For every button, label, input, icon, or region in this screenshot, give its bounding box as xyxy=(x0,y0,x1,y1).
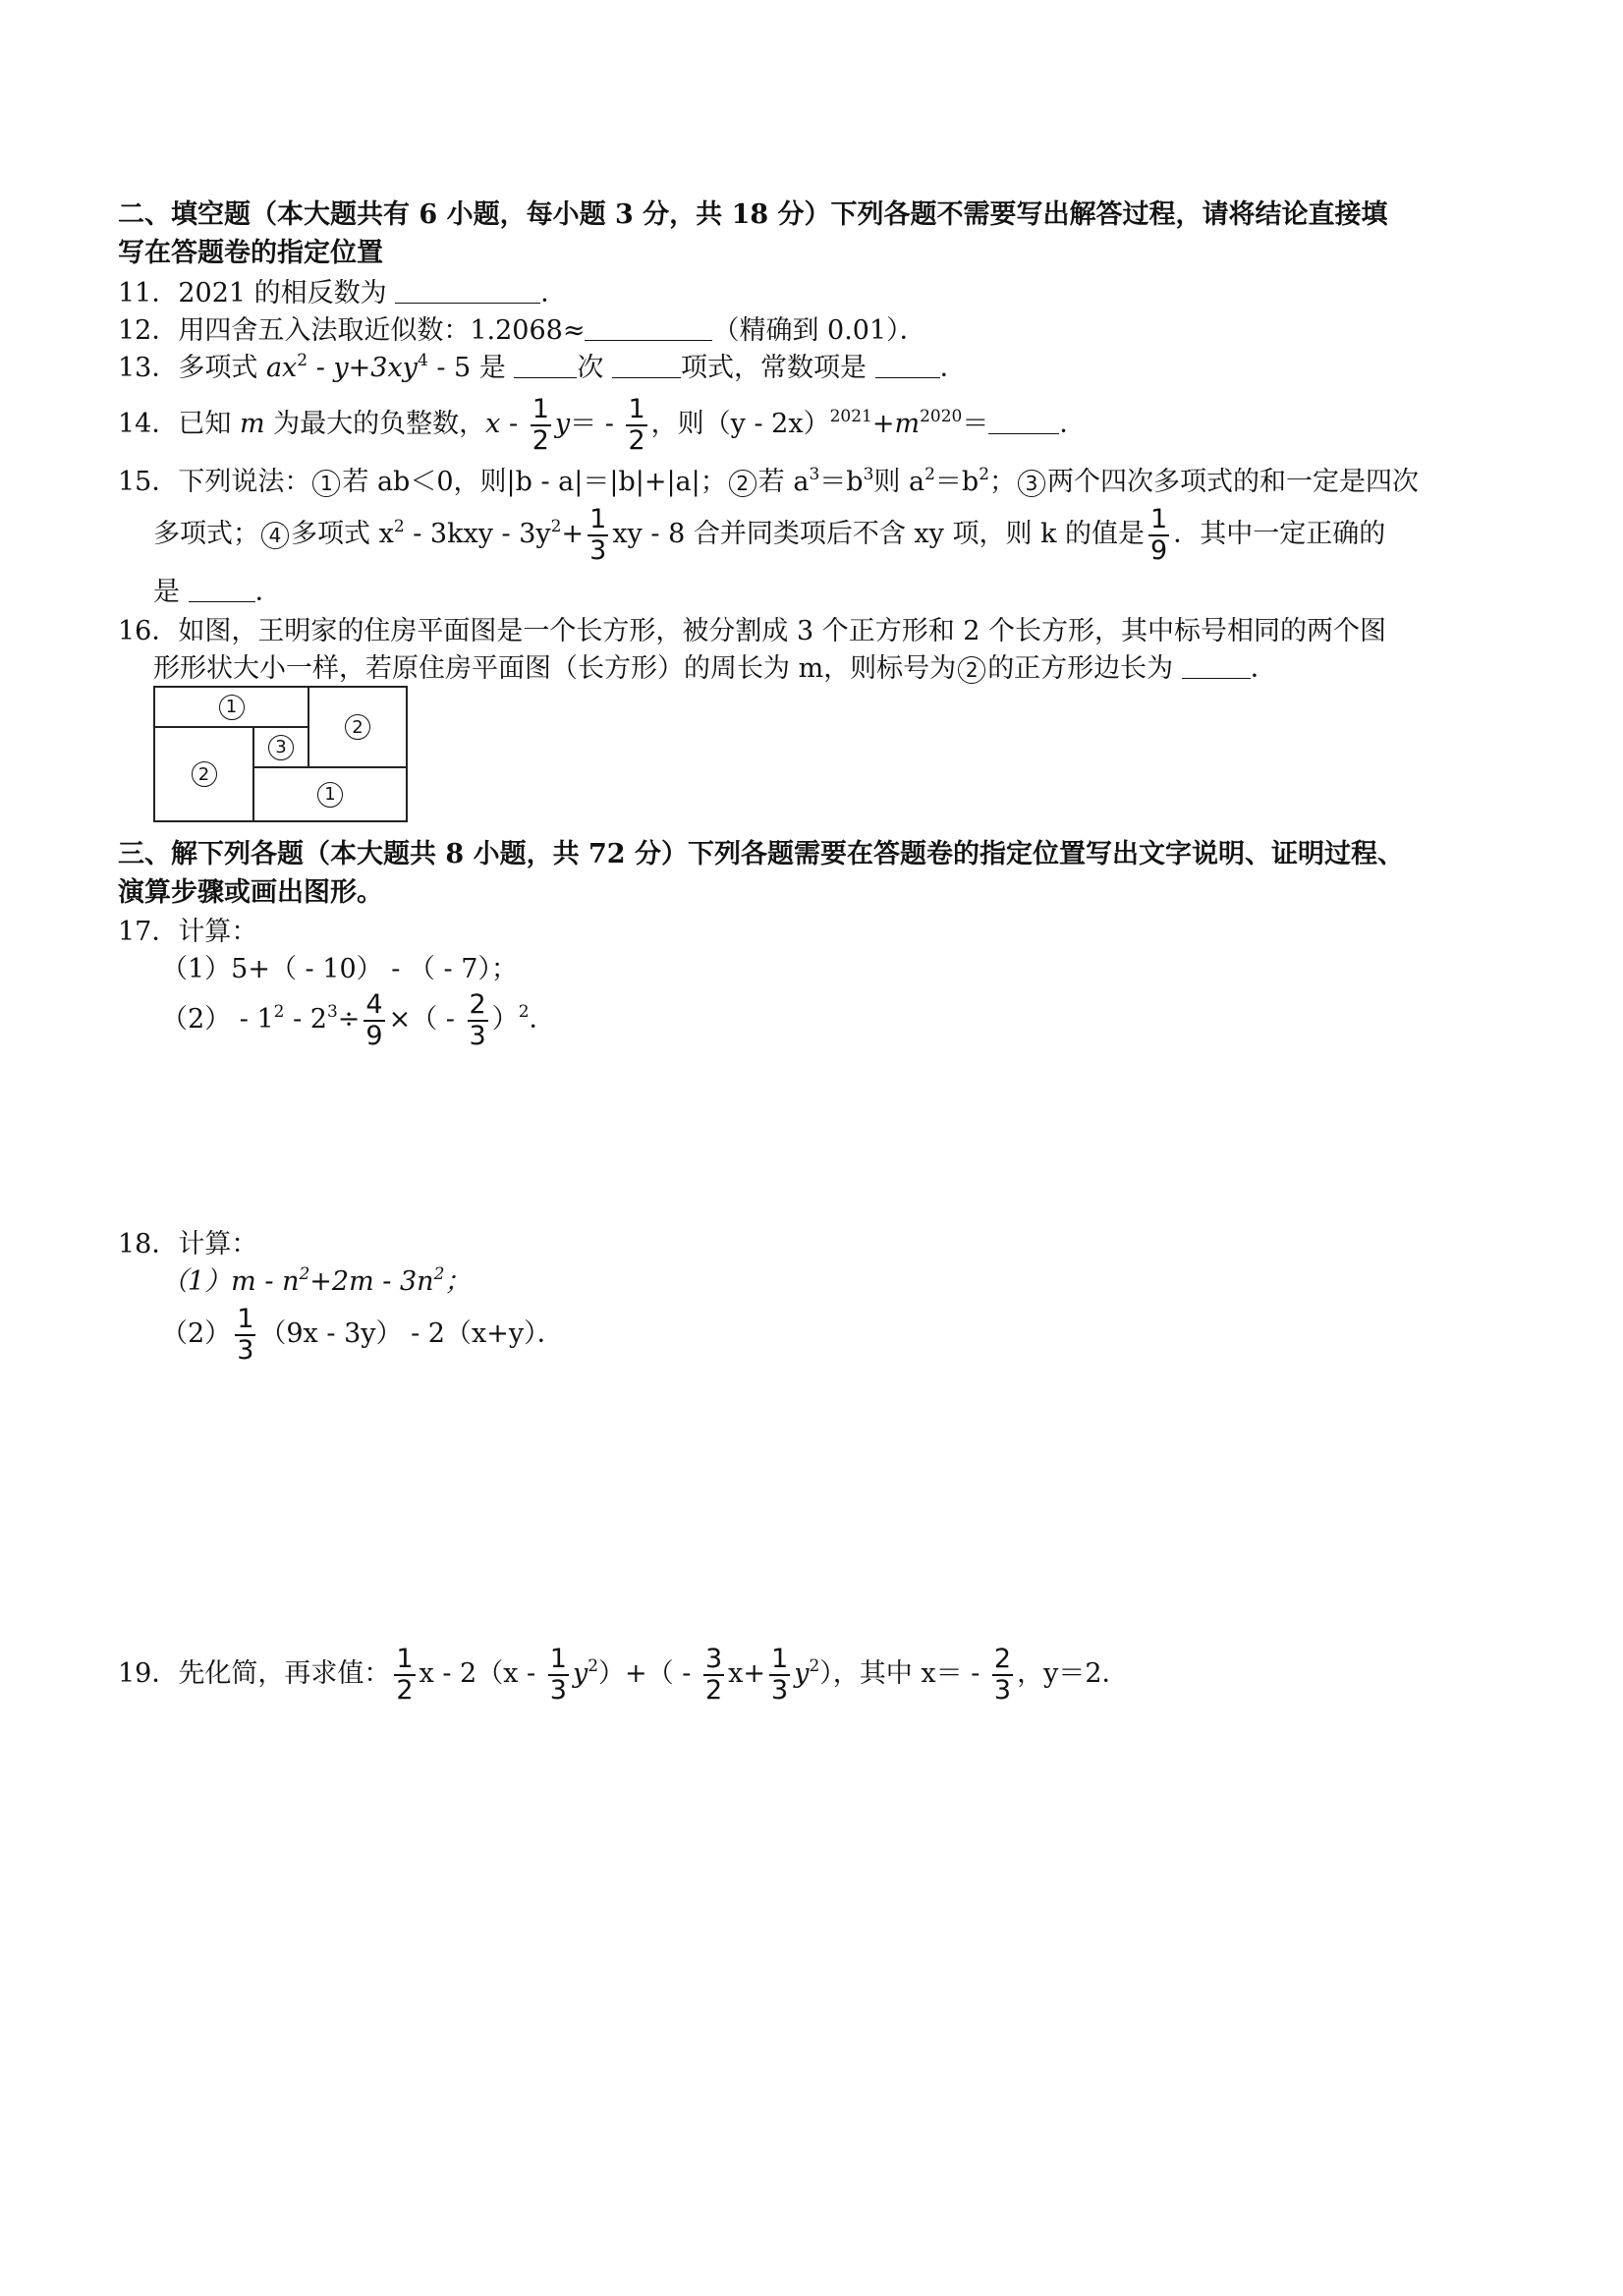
denominator: 2 xyxy=(396,1674,414,1706)
text: ＝b xyxy=(934,467,979,497)
exponent: 3 xyxy=(809,465,820,484)
section2-header-line2: 写在答题卷的指定位置 xyxy=(118,238,383,268)
numerator: 2 xyxy=(993,1643,1012,1674)
question-number: 12． xyxy=(118,315,179,346)
fraction xyxy=(531,395,551,456)
text: ＝b xyxy=(819,467,864,497)
math-var: y xyxy=(572,1658,588,1689)
period: ． xyxy=(1250,653,1277,684)
fraction xyxy=(468,990,488,1051)
math-term: +m xyxy=(871,409,921,439)
operator: ＝ xyxy=(962,409,989,439)
exponent: 2 xyxy=(924,465,935,484)
numerator: 3 xyxy=(704,1643,723,1674)
operator: + xyxy=(561,519,585,549)
label-1: 1 xyxy=(317,782,343,808)
math-var: m xyxy=(239,409,265,439)
question-17-part2 xyxy=(161,988,556,1051)
text: ．其中一定正确的 xyxy=(1173,519,1386,549)
question-text: 用四舍五入法取近似数：1.2068≈ xyxy=(178,315,586,346)
text: - 2 xyxy=(284,1004,327,1035)
text: 计算： xyxy=(178,1229,258,1260)
answer-blank[interactable] xyxy=(1182,654,1251,679)
exponent: 3 xyxy=(326,1002,338,1022)
question-number: 17． xyxy=(118,917,179,947)
period: ． xyxy=(1059,409,1087,439)
exponent: 2 xyxy=(393,517,405,536)
question-17-part1: （1）5+（ - 10） - （ - 7）； xyxy=(161,954,518,984)
period: ． xyxy=(254,577,282,607)
exponent: 2 xyxy=(550,517,562,536)
denominator: 9 xyxy=(1150,534,1168,566)
question-text: 2021 的相反数为 xyxy=(178,278,387,308)
question-number: 13． xyxy=(118,353,179,383)
text: - 5 是 xyxy=(427,353,506,383)
question-15-line1 xyxy=(118,466,1419,499)
question-11 xyxy=(118,277,567,310)
section2-header-line1: 二、填空题（本大题共有 6 小题，每小题 3 分，共 18 分）下列各题不需要写出解答过程，请将结论直接填 xyxy=(118,199,1388,230)
fraction xyxy=(703,1645,724,1706)
text: 计算： xyxy=(178,917,258,947)
section3-header-line2: 演算步骤或画出图形。 xyxy=(118,877,383,908)
denominator: 3 xyxy=(469,1020,486,1051)
text: 形形状大小一样，若原住房平面图（长方形）的周长为 m，则标号为 xyxy=(153,653,957,684)
operator: ＝ - xyxy=(570,409,623,439)
exponent: 2 xyxy=(273,1002,285,1022)
text: 下列说法： xyxy=(178,467,311,497)
exponent: 2 xyxy=(518,1002,530,1022)
period: ． xyxy=(529,1004,556,1035)
text: ，则（y - 2x） xyxy=(650,409,830,439)
denominator: 3 xyxy=(549,1674,567,1706)
answer-blank[interactable] xyxy=(189,578,255,602)
statement-3: 两个四次多项式的和一定是四次 xyxy=(1047,467,1420,497)
region-2-right xyxy=(308,686,408,768)
denominator: 3 xyxy=(589,534,607,566)
denominator: 2 xyxy=(628,424,645,456)
answer-blank[interactable] xyxy=(988,410,1059,434)
fraction xyxy=(626,395,646,456)
math-var: y xyxy=(794,1658,810,1689)
exponent: 2 xyxy=(979,465,990,484)
question-18-part1 xyxy=(161,1265,471,1299)
circled-number-3: 3 xyxy=(1018,470,1045,497)
question-number: 19． xyxy=(118,1658,179,1689)
numerator: 2 xyxy=(469,988,486,1020)
question-number: 18． xyxy=(118,1229,179,1260)
statement-4: 多项式 x xyxy=(291,519,394,549)
math-term: ax xyxy=(265,353,298,383)
numerator: 1 xyxy=(771,1643,789,1674)
text: ×（ - xyxy=(388,1004,464,1035)
text: 是 xyxy=(153,577,180,607)
numerator: 1 xyxy=(628,393,645,424)
denominator: 9 xyxy=(365,1020,383,1051)
circled-number-4: 4 xyxy=(261,522,289,549)
question-number: 15． xyxy=(118,467,179,497)
denominator: 3 xyxy=(771,1674,789,1706)
text: 次 xyxy=(577,353,604,383)
text: ； xyxy=(989,467,1017,497)
text: 多项式； xyxy=(153,519,259,549)
answer-blank[interactable] xyxy=(585,316,712,341)
text: （1）m - n xyxy=(161,1266,300,1297)
statement-2: 若 a xyxy=(757,467,810,497)
question-number: 16． xyxy=(118,616,179,646)
text: （9x - 3y） - 2（x+y）． xyxy=(259,1318,564,1349)
region-1-bottom xyxy=(252,766,408,822)
text: （2） xyxy=(161,1318,232,1349)
numerator: 1 xyxy=(549,1643,567,1674)
fraction xyxy=(235,1305,255,1366)
operator: ÷ xyxy=(337,1004,361,1035)
exponent: 2 xyxy=(809,1656,820,1676)
exponent: 2 xyxy=(433,1264,445,1284)
text: 为最大的负整数， xyxy=(273,409,486,439)
text: ； xyxy=(444,1266,472,1297)
text: - 3kxy - 3y xyxy=(404,519,551,549)
text: +2m - 3n xyxy=(309,1266,434,1297)
label-2: 2 xyxy=(345,714,370,740)
numerator: 4 xyxy=(365,988,383,1020)
text: 如图，王明家的住房平面图是一个长方形，被分割成 3 个正方形和 2 个长方形，其中标号相同的两个图 xyxy=(178,616,1387,646)
question-number: 11． xyxy=(118,278,179,308)
exponent: 4 xyxy=(417,351,428,370)
text: x - 2（x - xyxy=(419,1658,544,1689)
question-15-line2 xyxy=(153,503,1385,566)
denominator: 2 xyxy=(704,1674,723,1706)
fraction xyxy=(1148,505,1169,566)
text: 则 a xyxy=(873,467,925,497)
numerator: 1 xyxy=(532,393,549,424)
period: ． xyxy=(540,278,568,308)
region-3-center xyxy=(252,726,309,768)
question-16-line1 xyxy=(118,615,1386,648)
exponent: 2 xyxy=(588,1656,599,1676)
text: ） xyxy=(491,1004,519,1035)
text: 的正方形边长为 xyxy=(987,653,1174,684)
numerator: 1 xyxy=(396,1643,414,1674)
text: 多项式 xyxy=(178,353,258,383)
circled-number-1: 1 xyxy=(312,470,340,497)
numerator: 1 xyxy=(237,1303,254,1334)
denominator: 3 xyxy=(237,1334,254,1366)
section3-header-line1: 三、解下列各题（本大题共 8 小题，共 72 分）下列各题需要在答题卷的指定位置写出文字说明、证明过程、 xyxy=(118,839,1404,869)
region-1-top xyxy=(153,686,309,728)
fraction xyxy=(394,1645,415,1706)
exponent: 2 xyxy=(299,1264,310,1284)
floor-plan-diagram xyxy=(153,686,408,822)
question-19 xyxy=(118,1643,1129,1706)
fraction xyxy=(364,990,384,1051)
fraction xyxy=(992,1645,1013,1706)
question-17 xyxy=(118,916,257,949)
numerator: 1 xyxy=(1150,503,1168,534)
text: ，y＝2． xyxy=(1017,1658,1129,1689)
text: ），其中 x＝ - xyxy=(819,1658,988,1689)
circled-number-2: 2 xyxy=(958,656,985,684)
text: 项式，常数项是 xyxy=(681,353,867,383)
question-13 xyxy=(118,352,967,385)
label-1: 1 xyxy=(219,695,245,720)
fraction xyxy=(548,1645,569,1706)
math-var: y xyxy=(554,409,571,439)
question-16-line2 xyxy=(153,652,1277,686)
operator: - xyxy=(500,409,527,439)
answer-blank-constant[interactable] xyxy=(875,354,940,378)
question-14 xyxy=(118,393,1086,456)
exponent: 2020 xyxy=(920,407,963,426)
label-2: 2 xyxy=(192,761,217,787)
question-text-tail: （精确到 0.01）． xyxy=(712,315,926,346)
text: ）+（ - xyxy=(598,1658,700,1689)
numerator: 1 xyxy=(589,503,607,534)
answer-blank-degree[interactable] xyxy=(514,354,577,378)
exponent: 3 xyxy=(863,465,874,484)
question-18 xyxy=(118,1228,257,1261)
text: 已知 xyxy=(178,409,232,439)
fraction xyxy=(769,1645,790,1706)
answer-blank[interactable] xyxy=(395,279,540,304)
text: （2） - 1 xyxy=(161,1004,274,1035)
text: xy - 8 合并同类项后不含 xy 项，则 k 的值是 xyxy=(612,519,1146,549)
denominator: 3 xyxy=(993,1674,1012,1706)
question-18-part2 xyxy=(161,1303,564,1366)
circled-number-2: 2 xyxy=(729,470,756,497)
question-12 xyxy=(118,314,926,348)
region-2-left xyxy=(153,726,254,822)
answer-blank-terms[interactable] xyxy=(612,354,681,378)
math-term: - y+3xy xyxy=(308,353,418,383)
math-var: x xyxy=(485,409,501,439)
statement-1: 若 ab＜0，则|b - a|＝|b|+|a|； xyxy=(342,467,727,497)
text: 先化简，再求值： xyxy=(178,1658,391,1689)
exponent: 2021 xyxy=(829,407,872,426)
exponent: 2 xyxy=(297,351,308,370)
question-15-line3 xyxy=(153,576,282,609)
text: x+ xyxy=(728,1658,766,1689)
label-3: 3 xyxy=(268,735,294,760)
fraction xyxy=(588,505,608,566)
period: ． xyxy=(939,353,967,383)
question-number: 14． xyxy=(118,409,179,439)
denominator: 2 xyxy=(532,424,549,456)
